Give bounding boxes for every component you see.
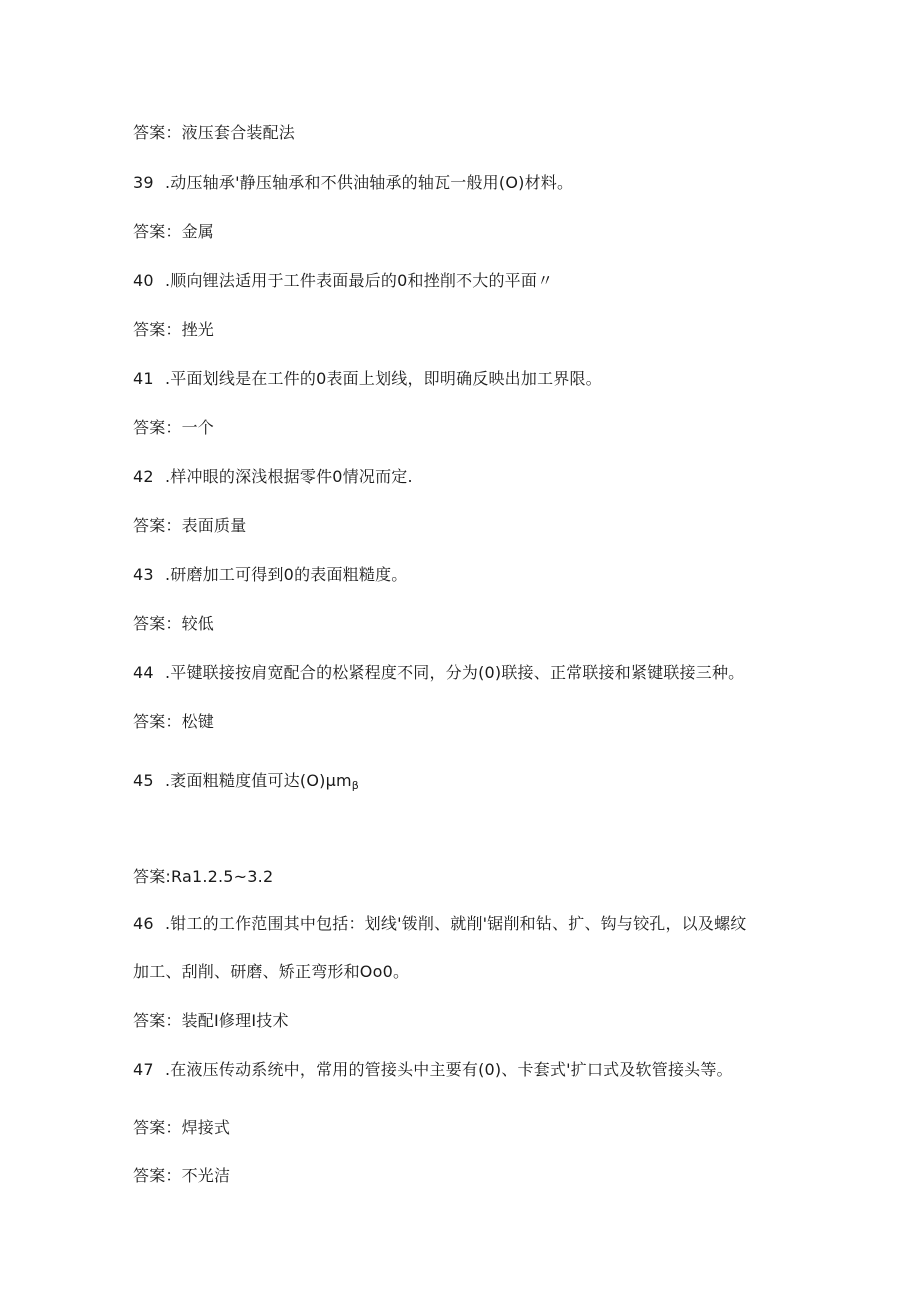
answer-line [133, 417, 214, 439]
question-number: 40 [133, 271, 154, 290]
question-text: .动压轴承'静压轴承和不供油轴承的轴瓦一般用(O)材料。 [165, 173, 574, 192]
answer-text: 答案：较低 [133, 614, 215, 633]
answer-text: 答案：不光洁 [133, 1166, 231, 1185]
question-number: 44 [133, 663, 154, 682]
answer-text: 答案：金属 [133, 222, 215, 241]
answer-text: 答案：装配I修理I技术 [133, 1011, 289, 1030]
question-number: 42 [133, 467, 154, 486]
answer-line [133, 515, 246, 537]
question-text: .袤面粗糙度值可达(O)μm [165, 771, 352, 790]
answer-line [133, 221, 214, 243]
question-text: .在液压传动系统中，常用的管接头中主要有(0)、卡套式'扩口式及软管接头等。 [165, 1060, 733, 1079]
question-line [133, 368, 602, 390]
continuation-line [133, 961, 409, 983]
continuation-text: 加工、刮削、研磨、矫正弯形和Oo0。 [133, 962, 410, 981]
answer-text: 答案：松键 [133, 712, 215, 731]
question-number: 41 [133, 369, 154, 388]
question-text: .样冲眼的深浅根据零件0情况而定. [165, 467, 413, 486]
answer-text: 答案：一个 [133, 418, 215, 437]
answer-line [133, 613, 214, 635]
question-number: 45 [133, 771, 154, 790]
question-line [133, 172, 573, 194]
question-line [133, 270, 553, 292]
answer-text: 答案：液压套合装配法 [133, 123, 296, 142]
answer-text: 答案:Ra1.2.5~3.2 [133, 867, 274, 886]
question-text: .研磨加工可得到0的表面粗糙度。 [165, 565, 408, 584]
answer-line [133, 122, 295, 144]
answer-line [133, 711, 214, 733]
question-line [133, 564, 407, 586]
question-text: .平键联接按肩宽配合的松紧程度不同，分为(0)联接、正常联接和紧键联接三种。 [165, 663, 745, 682]
answer-line [133, 1165, 230, 1187]
answer-text: 答案：表面质量 [133, 516, 247, 535]
answer-line [133, 1010, 289, 1032]
question-line [133, 662, 744, 684]
answer-line [133, 319, 214, 341]
question-subscript: β [351, 779, 359, 792]
question-number: 47 [133, 1060, 154, 1079]
question-text: .钳工的工作范围其中包括：划线'䥽削、就削'锯削和钻、扩、钩与铰孔，以及螺纹 [165, 914, 747, 933]
question-line [133, 770, 359, 797]
answer-line [133, 866, 273, 888]
answer-line [133, 1117, 230, 1139]
question-number: 43 [133, 565, 154, 584]
question-line [133, 1059, 733, 1081]
question-text: .顺向锂法适用于工件表面最后的0和挫削不大的平面〃 [165, 271, 554, 290]
question-line [133, 466, 413, 488]
answer-text: 答案：挫光 [133, 320, 215, 339]
question-number: 39 [133, 173, 154, 192]
answer-text: 答案：焊接式 [133, 1118, 231, 1137]
question-number: 46 [133, 914, 154, 933]
question-line [133, 913, 746, 935]
question-text: .平面划线是在工件的0表面上划线，即明确反映出加工界限。 [165, 369, 602, 388]
